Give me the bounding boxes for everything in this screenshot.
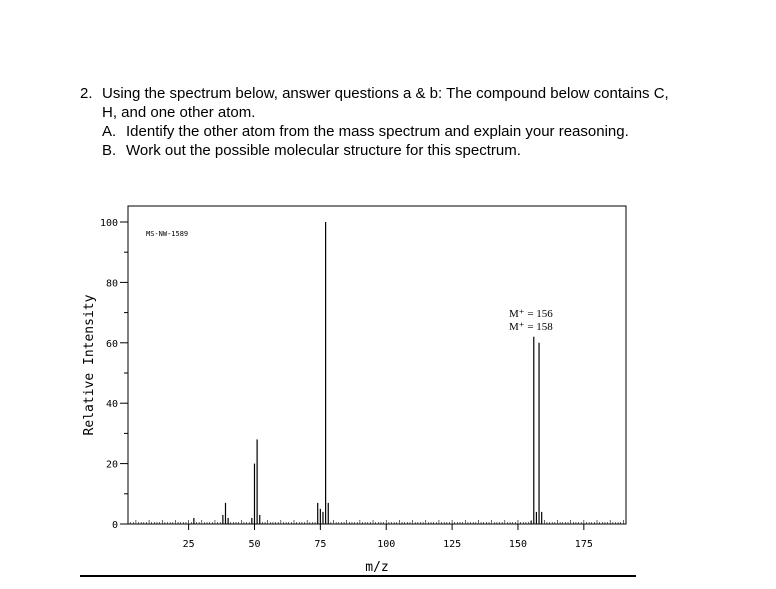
x-tick-label: 50 — [248, 539, 261, 550]
question-number: 2. — [80, 85, 93, 102]
y-axis-ticks — [100, 218, 128, 531]
x-tick-label: 100 — [377, 539, 396, 550]
y-tick-label: 80 — [105, 278, 118, 290]
y-tick-label: 60 — [105, 338, 118, 350]
annotation-m156: M⁺ = 156 — [509, 308, 553, 320]
minor-ticks — [128, 520, 626, 524]
question-line-2: H, and one other atom. — [102, 104, 256, 121]
x-tick-label: 175 — [574, 539, 593, 550]
part-b-text: Work out the possible molecular structure for this spectrum. — [126, 142, 521, 159]
x-tick-label: 75 — [314, 539, 327, 550]
y-axis-title: Relative Intensity — [82, 294, 97, 436]
part-a-text: Identify the other atom from the mass spectrum and explain your reasoning. — [126, 123, 629, 140]
plot-frame — [128, 206, 626, 524]
x-axis-ticks — [183, 524, 593, 550]
y-tick-label: 40 — [105, 399, 118, 411]
y-tick-label: 20 — [105, 459, 118, 471]
y-tick-label: 100 — [99, 218, 118, 229]
x-tick-label: 125 — [443, 539, 462, 550]
part-a-letter: A. — [102, 123, 117, 140]
annotation-m158: M⁺ = 158 — [509, 321, 553, 333]
x-tick-label: 25 — [182, 539, 195, 550]
question-line-1: Using the spectrum below, answer questions a & b: The compound below contains C, — [102, 85, 669, 102]
spectrum-id-label: MS-NW-1589 — [146, 230, 189, 238]
x-axis-title: m/z — [365, 560, 389, 575]
part-b-letter: B. — [102, 142, 117, 159]
bottom-rule — [80, 575, 636, 577]
spectrum-peaks — [194, 222, 542, 524]
y-tick-label: 0 — [111, 520, 118, 531]
x-tick-label: 150 — [508, 539, 527, 550]
